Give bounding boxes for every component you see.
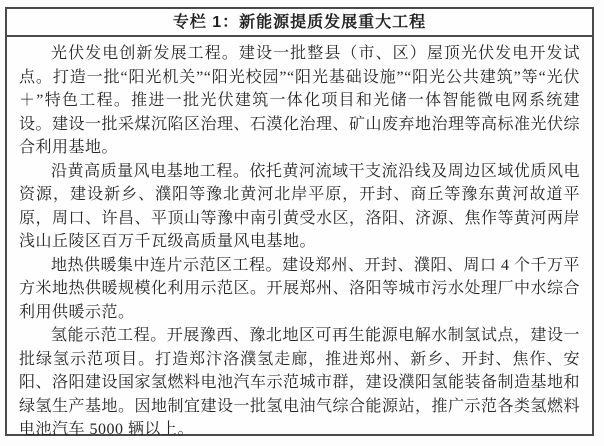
paragraph-hydrogen-demo: 氢能示范工程。开展豫西、豫北地区可再生能源电解水制氢试点，建设一批绿氢示范项目。打造郑汴洛濮氢走廊，推进郑州、新乡、开封、焦作、安阳、洛阳建设国家氢燃料电池汽车示范城市群，建设濮阳氢能装备制造基地和绿氢生产基地。因地制宜建设一批氢电油气综合能源站，推广示范各类氢燃料电池汽车 5000 辆以上。 (19, 327, 581, 438)
paragraph-geothermal-heating: 地热供暖集中连片示范区工程。建设郑州、开封、濮阳、周口 4 个千万平方米地热供暖规模化利用示范区。开展郑州、洛阳等城市污水处理厂中水综合利用供暖示范。 (19, 256, 581, 321)
paragraph-solar-pv: 光伏发电创新发展工程。建设一批整县（市、区）屋顶光伏发电开发试点。打造一批“阳光机关”“阳光校园”“阳光基础设施”“阳光公共建筑”等“光伏＋”特色工程。推进一批光伏建筑一体化项目和光储一体智能微电网系统建设。建设一批采煤沉陷区治理、石漠化治理、矿山废弃地治理等高标准光伏综合利用基地。 (19, 45, 581, 156)
paragraph-wind-power: 沿黄高质量风电基地工程。依托黄河流域干支流沿线及周边区域优质风电资源，建设新乡、濮阳等豫北黄河北岸平原，开封、商丘等豫东黄河故道平原，周口、许昌、平顶山等豫中南引黄受水区，洛阳、济源、焦作等黄河两岸浅山丘陵区百万千瓦级高质量风电基地。 (19, 162, 581, 250)
panel-title: 专栏 1：新能源提质发展重大工程 (7, 9, 592, 37)
column-panel (5, 7, 594, 436)
panel-body (7, 37, 592, 442)
